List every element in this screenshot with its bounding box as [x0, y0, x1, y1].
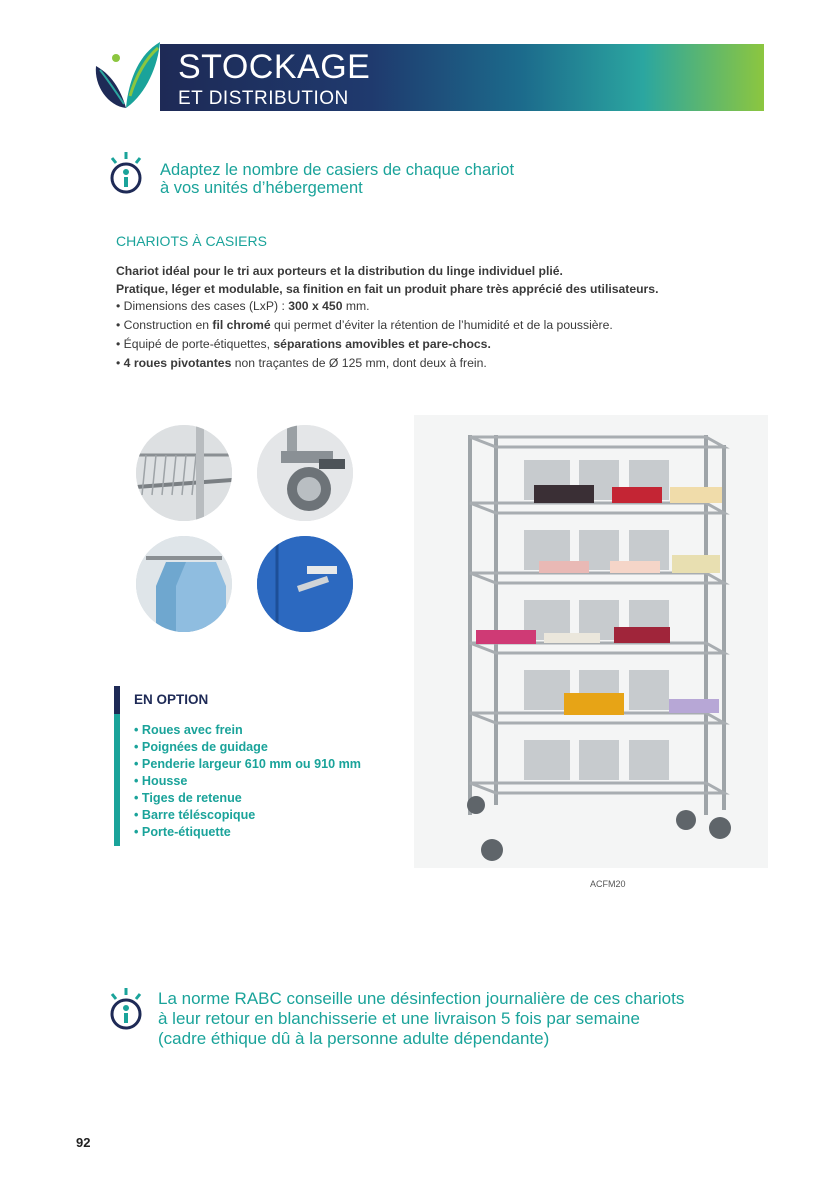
detail-photo-shelf-wire	[136, 425, 232, 521]
option-title: EN OPTION	[114, 686, 414, 714]
banner-title: STOCKAGE	[178, 48, 371, 86]
banner-subtitle: ET DISTRIBUTION	[178, 88, 349, 109]
feature-list	[116, 297, 796, 373]
product-reference: ACFM20	[590, 879, 626, 889]
tip-top-line1: Adaptez le nombre de casiers de chaque chariot	[160, 161, 515, 179]
option-item: • Barre téléscopique	[134, 807, 361, 824]
brand-leaf-logo	[86, 36, 166, 116]
feature-item: • Équipé de porte-étiquettes, séparations amovibles et pare-chocs.	[116, 335, 796, 354]
feature-item: • Dimensions des cases (LxP) : 300 x 450 mm.	[116, 297, 796, 316]
detail-photo-hanging-rail	[136, 536, 232, 632]
detail-photo-caster-wheel	[257, 425, 353, 521]
product-photo-trolley	[414, 415, 768, 868]
lightbulb-tip-icon	[106, 986, 146, 1036]
intro-line2: Pratique, léger et modulable, sa finition en fait un produit phare très apprécié des utilisateurs.	[116, 282, 659, 296]
tip-bottom-line1: La norme RABC conseille une désinfection journalière de ces chariots	[158, 989, 685, 1008]
option-item: • Poignées de guidage	[134, 739, 361, 756]
detail-photo-cover	[257, 536, 353, 632]
header-banner	[160, 44, 764, 111]
lightbulb-tip-icon	[106, 150, 146, 200]
section-title: CHARIOTS À CASIERS	[116, 233, 267, 249]
option-list	[134, 722, 361, 841]
tip-bottom-line3: (cadre éthique dû à la personne adulte dépendante)	[158, 1029, 550, 1048]
tip-top	[160, 161, 620, 197]
tip-top-line2: à vos unités d’hébergement	[160, 179, 363, 197]
feature-item: • Construction en fil chromé qui permet d’éviter la rétention de l’humidité et de la poussière.	[116, 316, 796, 335]
option-item: • Porte-étiquette	[134, 824, 361, 841]
option-item: • Tiges de retenue	[134, 790, 361, 807]
option-item: • Penderie largeur 610 mm ou 910 mm	[134, 756, 361, 773]
feature-item: • 4 roues pivotantes non traçantes de Ø 125 mm, dont deux à frein.	[116, 354, 796, 373]
intro-line1: Chariot idéal pour le tri aux porteurs et la distribution du linge individuel plié.	[116, 264, 563, 278]
tip-bottom-line2: à leur retour en blanchisserie et une livraison 5 fois par semaine	[158, 1009, 640, 1028]
page-number: 92	[76, 1135, 91, 1150]
option-item: • Roues avec frein	[134, 722, 361, 739]
section-intro	[116, 262, 776, 298]
tip-bottom	[158, 989, 778, 1049]
option-item: • Housse	[134, 773, 361, 790]
